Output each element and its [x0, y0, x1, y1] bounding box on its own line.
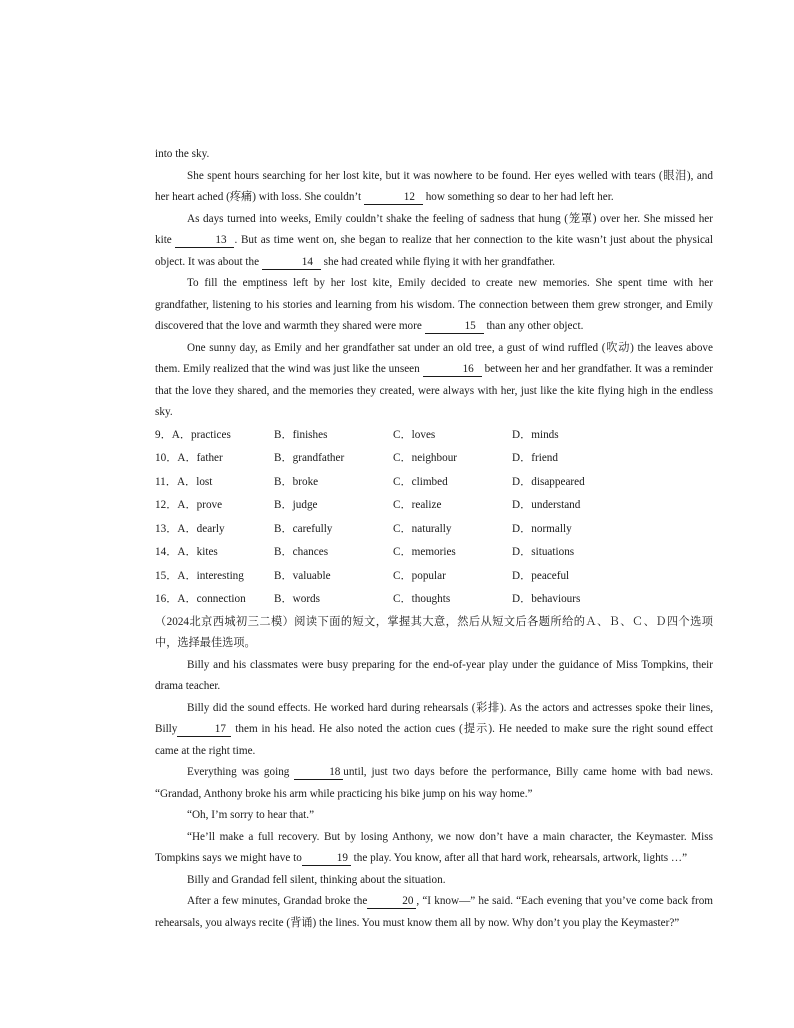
option-text: D．minds: [512, 428, 559, 441]
option-text: D．situations: [512, 546, 575, 558]
blank-12: 12: [364, 190, 423, 205]
option-row: [155, 471, 713, 495]
option-text: B．chances: [274, 546, 329, 558]
option-text: C．naturally: [393, 522, 452, 535]
paragraph: As days turned into weeks, Emily couldn’t shake the feeling of sadness that hung (笼罩) over her. She missed her kite 13 . But as time went on, she began to realize that her connection to the kite wasn’t just about the physical object. It was about the 14 she had created while flying it with her grandfather.: [155, 212, 713, 268]
blank-13: 13: [175, 233, 234, 248]
blank-17: 17: [177, 722, 231, 737]
option-text: C．thoughts: [393, 593, 451, 605]
option-text: D．understand: [512, 499, 581, 511]
paragraph: “He’ll make a full recovery. But by losing Anthony, we now don’t have a main character, the Keymaster. Miss Tompkins says we might have to 19 the play. You know, after all that hard work, rehearsals, artwork, lights …”: [155, 830, 713, 864]
paragraph: After a few minutes, Grandad broke the 20 , “I know—” he said. “Each evening that you’ve come back from rehearsals, you always recite (背诵) the lines. You must know them all by now. Why don’t you play the Keymaster?”: [155, 895, 713, 929]
paragraph: To fill the emptiness left by her lost kite, Emily decided to create new memories. She spent time with her grandfather, listening to his stories and learning from his wisdom. The connection between them grew stronger, and Emily discovered that the love and warmth they shared were more 15 than any other object.: [155, 277, 713, 332]
option-row: [155, 447, 713, 471]
blank-15: 15: [425, 319, 484, 334]
option-text: C．realize: [393, 499, 442, 511]
option-row: [155, 565, 713, 589]
option-text: 14．A．kites: [155, 546, 218, 558]
blank-14: 14: [262, 255, 321, 270]
option-text: B．carefully: [274, 522, 333, 535]
option-row: [155, 588, 713, 612]
option-text: C．memories: [393, 546, 456, 558]
option-text: D．friend: [512, 452, 558, 464]
paragraph: Everything was going 18 until, just two days before the performance, Billy came home with bad news. “Grandad, Anthony broke his arm while practicing his bike jump on his way home.”: [155, 766, 714, 800]
option-text: 10．A．father: [155, 452, 223, 464]
option-text: B．judge: [274, 499, 318, 511]
document-body: [155, 144, 713, 934]
paragraph: One sunny day, as Emily and her grandfather sat under an old tree, a gust of wind ruffled (吹动) the leaves above them. Emily realized that the wind was just like the unseen 16 between her and her grandfather. It was a reminder that the love they shared, and the memories they created, were always with her, just like the kite flying high in the endless sky.: [155, 341, 714, 418]
option-text: C．popular: [393, 569, 446, 582]
blank-20: 20: [367, 894, 416, 909]
paragraph: Billy did the sound effects. He worked hard during rehearsals (彩排). As the actors and actresses spoke their lines, Billy 17 them in his head. He also noted the action cues (提示). He needed to make sure the right sound effect came at the right time.: [155, 701, 713, 757]
option-row: [155, 494, 713, 518]
option-text: B．broke: [274, 475, 319, 488]
option-text: 12．A．prove: [155, 499, 223, 511]
option-text: B．finishes: [274, 428, 328, 441]
option-text: D．normally: [512, 522, 572, 535]
option-text: 13．A．dearly: [155, 522, 225, 535]
option-row: [155, 518, 713, 542]
option-text: 15．A．interesting: [155, 569, 244, 582]
option-text: D．behaviours: [512, 593, 581, 605]
option-text: 11．A．lost: [155, 475, 213, 488]
blank-16: 16: [423, 362, 482, 377]
paragraph: “Oh, I’m sorry to hear that.”: [187, 809, 315, 821]
option-text: 9．A．practices: [155, 428, 231, 441]
option-text: D．peaceful: [512, 569, 570, 582]
section-instruction: （2024北京西城初三二模）阅读下面的短文，掌握其大意，然后从短文后各题所给的Ａ、Ｂ、Ｃ、Ｄ四个选项中，选择最佳选项。: [155, 615, 713, 649]
paragraph: She spent hours searching for her lost kite, but it was nowhere to be found. Her eyes welled with tears (眼泪), and her heart ached (疼痛) with loss. She couldn’t 12 how something so dear to her had left her.: [155, 169, 713, 203]
option-row: [155, 424, 713, 448]
option-text: C．loves: [393, 428, 436, 441]
paragraph: Billy and Grandad fell silent, thinking about the situation.: [187, 873, 446, 886]
options-list: [155, 424, 713, 612]
option-text: B．words: [274, 593, 320, 605]
option-text: B．grandfather: [274, 452, 345, 464]
blank-19: 19: [302, 851, 351, 866]
paragraph: into the sky.: [155, 148, 210, 160]
paragraph: Billy and his classmates were busy preparing for the end-of-year play under the guidance of Miss Tompkins, their drama teacher.: [155, 658, 713, 692]
option-text: D．disappeared: [512, 475, 585, 488]
option-row: [155, 541, 713, 565]
option-text: C．neighbour: [393, 452, 458, 464]
blank-18: 18: [294, 765, 343, 780]
option-text: 16．A．connection: [155, 593, 246, 605]
option-text: C．climbed: [393, 475, 448, 488]
option-text: B．valuable: [274, 569, 331, 582]
